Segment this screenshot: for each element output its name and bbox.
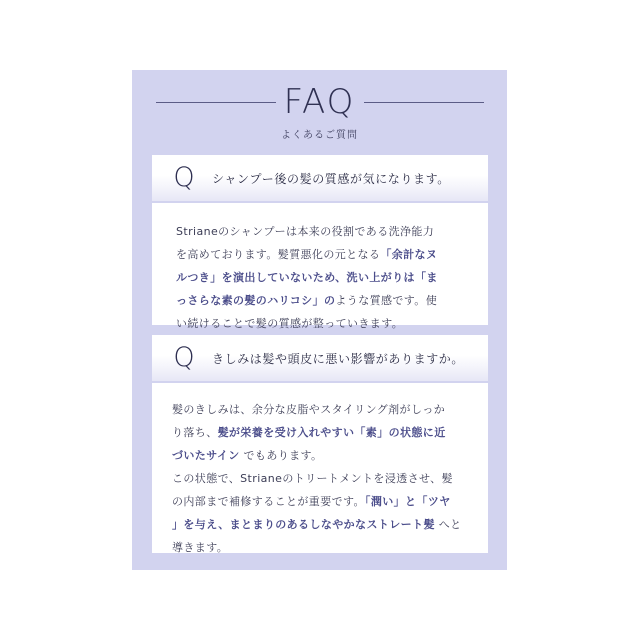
- answer-text: い続けることで髪の質感が整っていきます。: [176, 317, 404, 330]
- answer-highlight: 「余計なヌ: [380, 248, 438, 261]
- header-divider-right: [364, 102, 484, 103]
- answer-text: 使: [425, 294, 438, 307]
- answer-text: この状態で、Strianeのトリートメントを浸透させ、髪: [172, 472, 453, 485]
- question-text: きしみは髪や頭皮に悪い影響がありますか。: [212, 351, 465, 366]
- answer-line: [176, 289, 476, 312]
- faq-panel: [132, 70, 507, 570]
- answer-highlight: づいたサイン: [172, 449, 240, 462]
- answer-highlight: 髪が栄養を受け入れやすい「素」の状態に近: [217, 426, 446, 439]
- answer-highlight: 「潤い」と「ツヤ: [364, 495, 451, 508]
- answer-text: の内部まで補修することが重要です。: [172, 495, 365, 508]
- question-bar: [152, 335, 488, 381]
- answer-line: [176, 266, 476, 289]
- faq-header: [132, 70, 507, 150]
- answer-line: [172, 467, 476, 490]
- faq-item-1: [152, 155, 488, 330]
- faq-item-2: [152, 335, 488, 553]
- q-mark: Q: [173, 342, 195, 373]
- answer-line: [172, 513, 476, 536]
- answer-box: [152, 203, 488, 330]
- answer-line: [176, 312, 476, 335]
- answer-text: 導きます。: [172, 541, 229, 554]
- faq-subtitle: よくあるご質問: [281, 130, 358, 141]
- faq-title: FAQ: [283, 82, 356, 122]
- answer-text: り落ち、: [172, 426, 218, 439]
- answer-line: [172, 536, 476, 559]
- answer-line: [176, 220, 476, 243]
- answer-text: へと: [434, 518, 462, 531]
- answer-text: でもあります。: [239, 449, 323, 462]
- answer-line: [172, 421, 476, 444]
- answer-highlight: ルつき」を演出していないため、洗い上がりは「ま: [176, 271, 438, 284]
- answer-highlight: 」を与え、まとまりのあるしなやかなストレート髪: [172, 518, 435, 531]
- answer-line: [176, 243, 476, 266]
- q-mark: Q: [173, 162, 195, 193]
- answer-text: ような質感です。: [335, 294, 426, 307]
- answer-line: [172, 490, 476, 513]
- answer-line: [172, 398, 476, 421]
- answer-box: [152, 383, 488, 553]
- answer-highlight: っさらな素の髪のハリコシ」の: [176, 294, 336, 307]
- answer-line: [172, 444, 476, 467]
- question-bar: [152, 155, 488, 201]
- answer-text: Strianeのシャンプーは本来の役割である洗浄能力: [176, 225, 435, 238]
- question-text: シャンプー後の髪の質感が気になります。: [212, 171, 450, 186]
- answer-text: を高めております。髪質悪化の元となる: [176, 248, 381, 261]
- answer-text: 髪のきしみは、余分な皮脂やスタイリング剤がしっか: [172, 403, 446, 416]
